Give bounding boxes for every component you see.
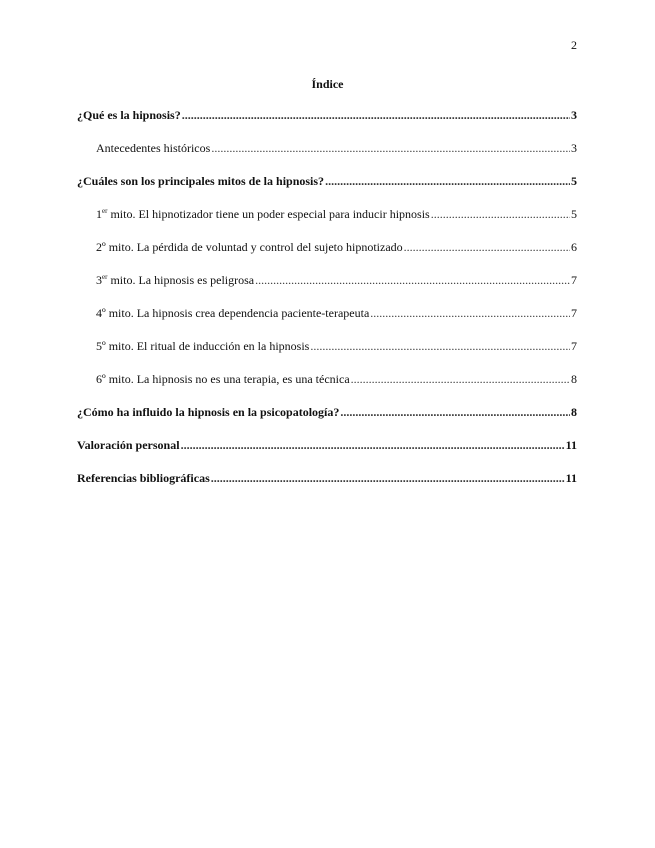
toc-entry-text xyxy=(96,273,254,288)
toc-entry[interactable] xyxy=(77,405,577,438)
dot-leader xyxy=(325,174,570,189)
toc-entry[interactable] xyxy=(77,306,577,339)
toc-entry-text: 6º mito. La hipnosis no es una terapia, es una técnica xyxy=(96,372,350,386)
toc-entry-title: mito. La hipnosis es peligrosa xyxy=(107,273,255,287)
toc-entry-page: 8 xyxy=(571,372,577,386)
table-of-contents xyxy=(77,108,577,504)
toc-entry[interactable] xyxy=(77,141,577,174)
toc-entry-page: 7 xyxy=(571,306,577,320)
toc-entry-page: 8 xyxy=(571,405,577,419)
toc-entry-text: Antecedentes históricos xyxy=(96,141,211,155)
toc-title: Índice xyxy=(311,77,344,91)
dot-leader xyxy=(211,141,570,156)
toc-entry[interactable] xyxy=(77,438,577,471)
toc-entry[interactable] xyxy=(77,240,577,273)
dot-leader xyxy=(404,240,570,255)
toc-entry-page: 6 xyxy=(571,240,577,254)
ordinal-number: 3 xyxy=(96,273,102,287)
page-number: 2 xyxy=(571,38,577,52)
dot-leader xyxy=(181,438,565,453)
toc-entry-page: 11 xyxy=(565,471,577,485)
dot-leader xyxy=(351,372,570,387)
toc-entry[interactable] xyxy=(77,339,577,372)
toc-entry[interactable] xyxy=(77,174,577,207)
dot-leader xyxy=(182,108,570,123)
dot-leader xyxy=(431,207,570,222)
ordinal-suffix: er xyxy=(102,207,108,215)
toc-entry-text: Valoración personal xyxy=(77,438,180,452)
dot-leader xyxy=(340,405,570,420)
dot-leader xyxy=(370,306,570,321)
toc-entry-text: 5º mito. El ritual de inducción en la hipnosis xyxy=(96,339,310,353)
dot-leader xyxy=(310,339,570,354)
toc-entry-page: 3 xyxy=(571,141,577,155)
toc-entry[interactable] xyxy=(77,372,577,405)
toc-entry-text xyxy=(96,207,430,222)
toc-entry[interactable] xyxy=(77,273,577,306)
toc-entry-title: mito. El hipnotizador tiene un poder especial para inducir hipnosis xyxy=(107,207,430,221)
toc-entry[interactable] xyxy=(77,108,577,141)
toc-entry-text: ¿Qué es la hipnosis? xyxy=(77,108,181,122)
toc-entry-page: 3 xyxy=(571,108,577,122)
dot-leader xyxy=(211,471,565,486)
ordinal-number: 1 xyxy=(96,207,102,221)
toc-entry-page: 7 xyxy=(571,339,577,353)
toc-entry-text: 4º mito. La hipnosis crea dependencia paciente-terapeuta xyxy=(96,306,370,320)
ordinal-suffix: er xyxy=(102,273,108,281)
toc-entry[interactable] xyxy=(77,471,577,504)
toc-entry-page: 11 xyxy=(565,438,577,452)
toc-entry-text: ¿Cómo ha influido la hipnosis en la psicopatología? xyxy=(77,405,340,419)
toc-entry-page: 5 xyxy=(571,174,577,188)
dot-leader xyxy=(255,273,570,288)
toc-entry-text: ¿Cuáles son los principales mitos de la hipnosis? xyxy=(77,174,325,188)
toc-entry-text: Referencias bibliográficas xyxy=(77,471,210,485)
toc-entry-page: 5 xyxy=(571,207,577,221)
toc-entry[interactable] xyxy=(77,207,577,240)
toc-entry-text: 2º mito. La pérdida de voluntad y control del sujeto hipnotizado xyxy=(96,240,403,254)
toc-entry-page: 7 xyxy=(571,273,577,287)
